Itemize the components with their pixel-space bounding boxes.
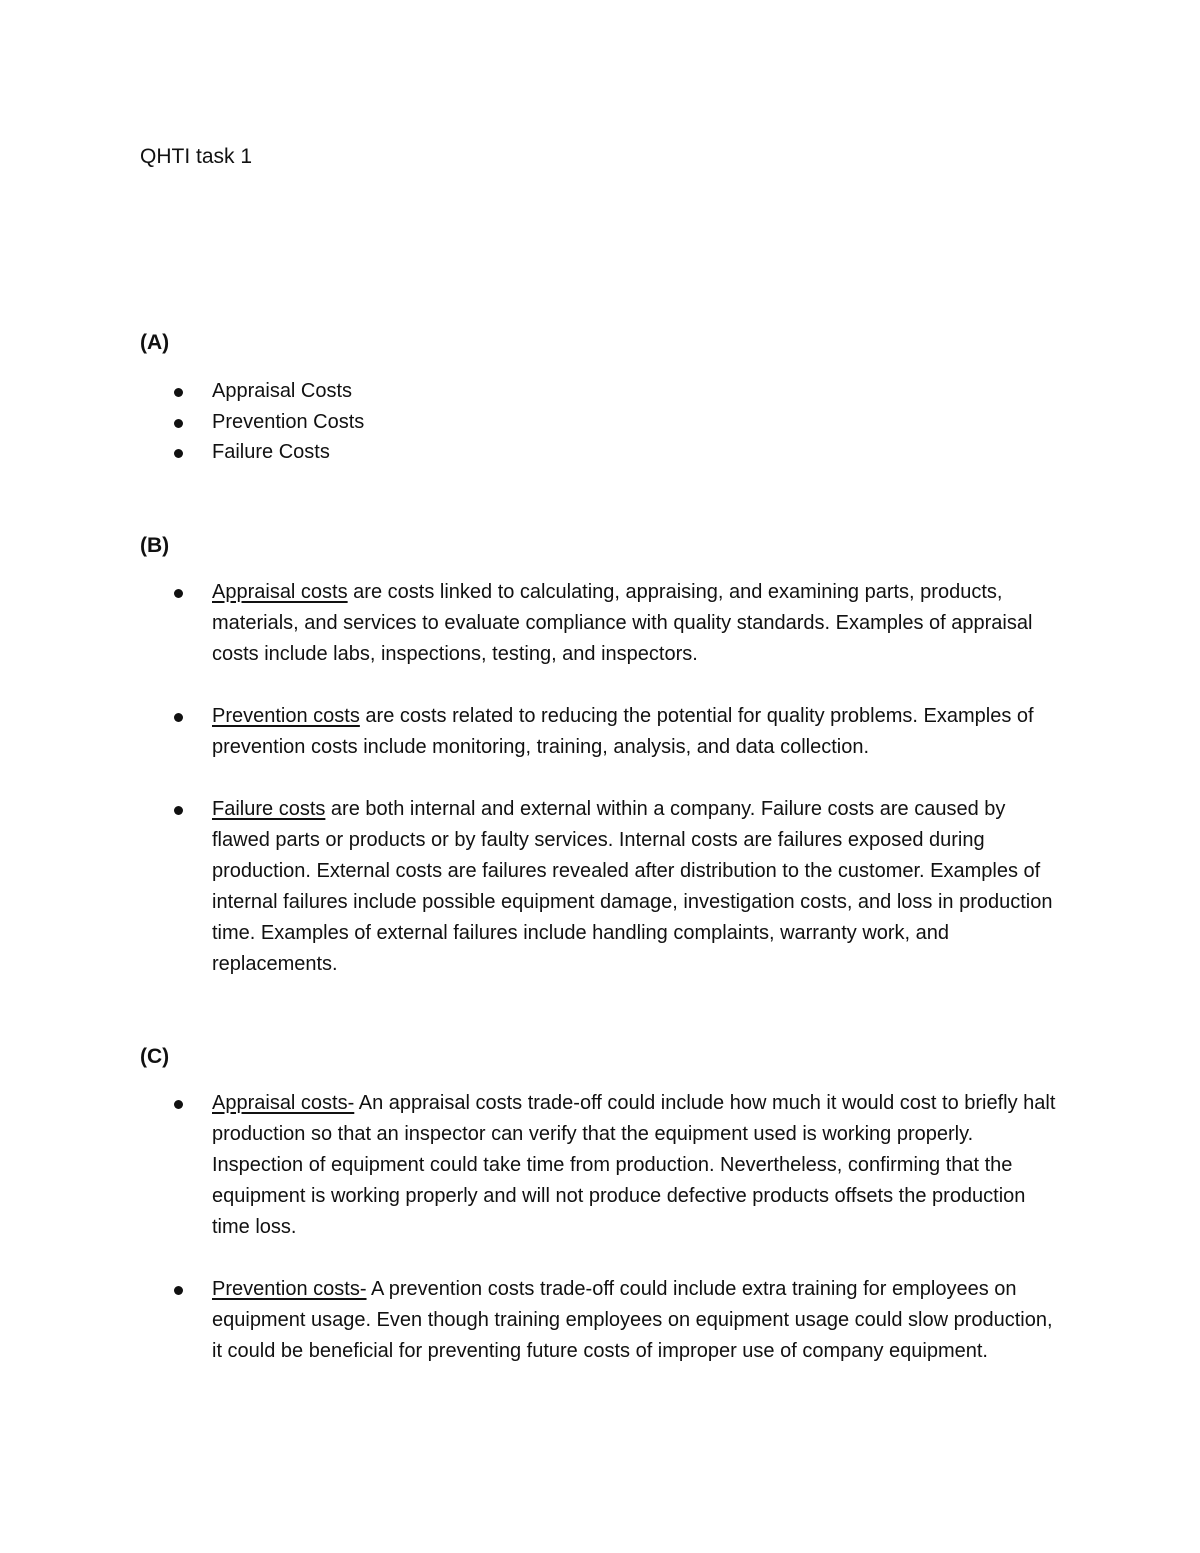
section-c-list (212, 1088, 1062, 1367)
section-b-heading: (B) (140, 534, 170, 557)
term-label: Prevention costs (212, 705, 360, 727)
bullet-icon (174, 1286, 183, 1295)
section-a-list (212, 376, 1062, 468)
list-item (212, 407, 1062, 438)
list-item-text: A prevention costs trade-off could include extra training for employees on equipment usage. Even though training employees on equipment usage could slow production, it could be beneficial for preventing future costs of improper use of company equipment. (212, 1278, 1053, 1362)
list-item (212, 794, 1062, 980)
list-item-text: Prevention Costs (212, 410, 365, 433)
list-item-text: Failure Costs (212, 441, 330, 463)
section-c-heading: (C) (140, 1045, 170, 1068)
term-label: Prevention costs- (212, 1278, 367, 1300)
term-label: Appraisal costs (212, 581, 348, 603)
list-item (212, 1088, 1062, 1243)
bullet-icon (174, 1100, 183, 1109)
term-label: Appraisal costs- (212, 1092, 355, 1114)
list-item (212, 577, 1062, 670)
list-item-text: An appraisal costs trade-off could include how much it would cost to briefly halt production so that an inspector can verify that the equipment used is working properly. Inspection of equipment could take time from production. Nevertheless, confirming that the equipment is working properly and will not produce defective products offsets the production time loss. (212, 1092, 1056, 1238)
list-item (212, 437, 1062, 468)
bullet-icon (174, 419, 183, 428)
bullet-icon (174, 713, 183, 722)
list-item-text: are both internal and external within a company. Failure costs are caused by flawed parts or products or by faulty services. Internal costs are failures exposed during production. External costs are failures revealed after distribution to the customer. Examples of internal failures include possible equipment damage, investigation costs, and loss in production time. Examples of external failures include handling complaints, warranty work, and replacements. (212, 798, 1053, 975)
list-item-text: are costs linked to calculating, appraising, and examining parts, products, materials, and services to evaluate compliance with quality standards. Examples of appraisal costs include labs, inspections, testing, and inspectors. (212, 581, 1033, 665)
list-item (212, 376, 1062, 407)
list-item (212, 701, 1062, 763)
bullet-icon (174, 589, 183, 598)
bullet-icon (174, 806, 183, 815)
section-b-list (212, 577, 1062, 980)
list-item-text: Appraisal Costs (212, 380, 353, 402)
bullet-icon (174, 388, 183, 397)
document-title: QHTI task 1 (140, 145, 253, 168)
list-item (212, 1274, 1062, 1367)
list-item-text: are costs related to reducing the potential for quality problems. Examples of prevention costs include monitoring, training, analysis, and data collection. (212, 705, 1034, 758)
term-label: Failure costs (212, 798, 326, 820)
bullet-icon (174, 449, 183, 458)
section-a-heading: (A) (140, 331, 170, 354)
